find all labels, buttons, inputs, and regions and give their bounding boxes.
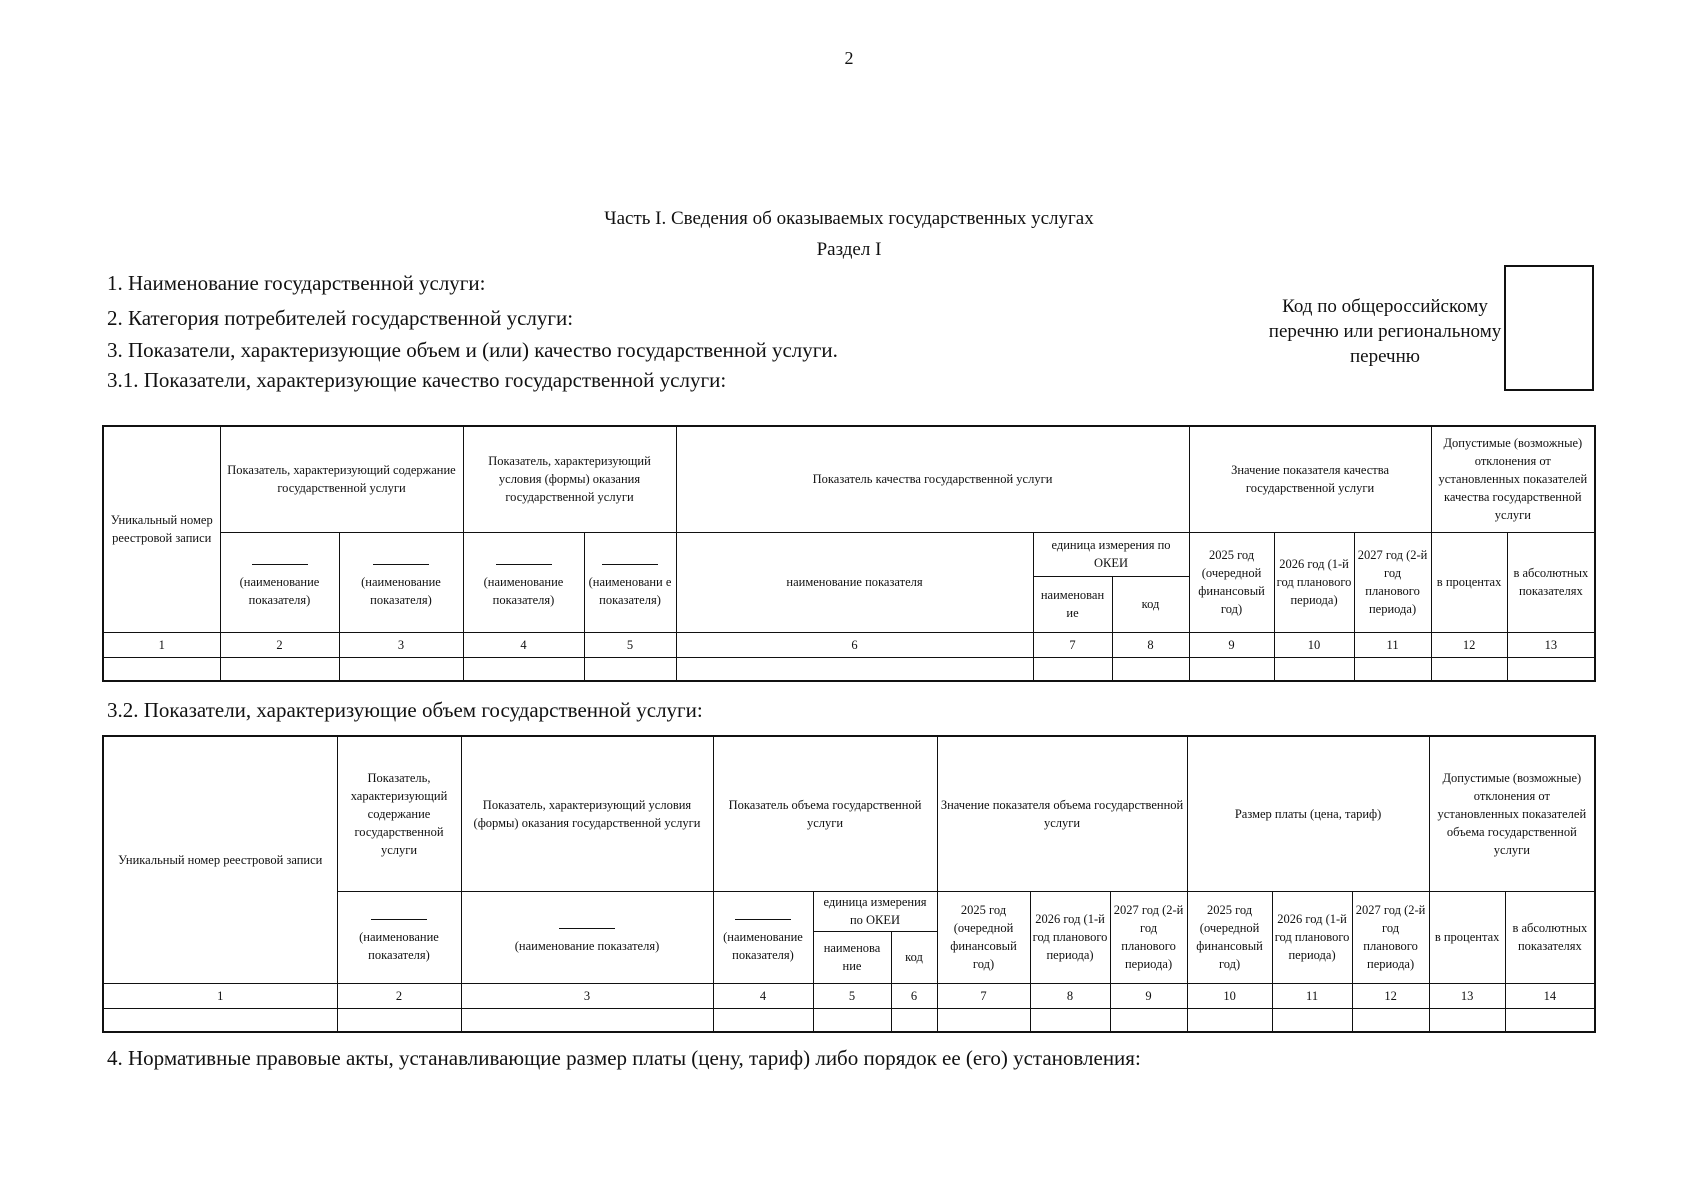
t1-col-number: 6 xyxy=(676,632,1033,657)
t2-volume-name: (наименование показателя) xyxy=(713,891,813,983)
section-title: Раздел I xyxy=(816,239,882,260)
t2-data-cell[interactable] xyxy=(1030,1008,1110,1032)
t2-unit-name-header: наименова ние xyxy=(813,931,891,983)
part-title: Часть I. Сведения об оказываемых государственных услугах xyxy=(604,208,1094,229)
t2-data-cell[interactable] xyxy=(937,1008,1030,1032)
t2-data-cell[interactable] xyxy=(1272,1008,1352,1032)
t2-col-number: 9 xyxy=(1110,983,1187,1008)
t1-data-cell[interactable] xyxy=(1033,657,1112,681)
t1-data-cell[interactable] xyxy=(103,657,220,681)
t1-unit-code-header: код xyxy=(1112,576,1189,632)
t2-conditions-name: (наименование показателя) xyxy=(461,891,713,983)
t2-volume-value-header: Значение показателя объема государственной услуги xyxy=(937,736,1187,891)
t1-col-number: 10 xyxy=(1274,632,1354,657)
t2-volume-indicator-header: Показатель объема государственной услуги xyxy=(713,736,937,891)
t1-data-cell[interactable] xyxy=(1112,657,1189,681)
t1-col-number: 11 xyxy=(1354,632,1431,657)
t2-col-number: 10 xyxy=(1187,983,1272,1008)
t1-unit-okei-header: единица измерения по ОКЕИ xyxy=(1033,532,1189,576)
page-number: 2 xyxy=(844,48,854,68)
t1-data-cell[interactable] xyxy=(584,657,676,681)
item-volume-indicators: 3.2. Показатели, характеризующие объем государственной услуги: xyxy=(107,698,703,722)
t2-col-number: 12 xyxy=(1352,983,1429,1008)
t2-data-cell[interactable] xyxy=(1352,1008,1429,1032)
t2-col-number: 13 xyxy=(1429,983,1505,1008)
t2-data-cell[interactable] xyxy=(891,1008,937,1032)
t1-data-cell[interactable] xyxy=(1274,657,1354,681)
t2-data-cell[interactable] xyxy=(813,1008,891,1032)
t2-data-cell[interactable] xyxy=(1110,1008,1187,1032)
t2-fee-2027-header: 2027 год (2-й год планового периода) xyxy=(1352,891,1429,983)
t1-unique-number-header: Уникальный номер реестровой записи xyxy=(103,426,220,632)
t2-col-number: 8 xyxy=(1030,983,1110,1008)
t1-data-cell[interactable] xyxy=(1354,657,1431,681)
t1-data-cell[interactable] xyxy=(339,657,463,681)
t2-fee-2025-header: 2025 год (очередной финансовый год) xyxy=(1187,891,1272,983)
t2-deviations-header: Допустимые (возможные) отклонения от установленных показателей объема государственной услуги xyxy=(1429,736,1595,891)
t1-data-cell[interactable] xyxy=(220,657,339,681)
t2-fee-header: Размер платы (цена, тариф) xyxy=(1187,736,1429,891)
t1-year-2025-header: 2025 год (очередной финансовый год) xyxy=(1189,532,1274,632)
t2-fee-2026-header: 2026 год (1-й год планового периода) xyxy=(1272,891,1352,983)
t2-absolute-header: в абсолютных показателях xyxy=(1505,891,1595,983)
t1-conditions-name-1: (наименование показателя) xyxy=(463,532,584,632)
t2-data-cell[interactable] xyxy=(461,1008,713,1032)
t1-col-number: 1 xyxy=(103,632,220,657)
t1-col-number: 3 xyxy=(339,632,463,657)
t2-content-indicator-header: Показатель, характеризующий содержание государственной услуги xyxy=(337,736,461,891)
t1-absolute-header: в абсолютных показателях xyxy=(1507,532,1595,632)
code-label: Код по общероссийскому перечню или региональному перечню xyxy=(1268,296,1502,367)
t1-data-cell[interactable] xyxy=(1189,657,1274,681)
t1-quality-value-header: Значение показателя качества государственной услуги xyxy=(1189,426,1431,532)
t1-unit-name-header: наименован ие xyxy=(1033,576,1112,632)
item-consumer-category: 2. Категория потребителей государственной услуги: xyxy=(107,306,574,330)
t1-quality-indicator-header: Показатель качества государственной услуги xyxy=(676,426,1189,532)
t2-data-cell[interactable] xyxy=(713,1008,813,1032)
t2-data-cell[interactable] xyxy=(103,1008,337,1032)
quality-table xyxy=(102,425,1596,682)
t1-data-cell[interactable] xyxy=(676,657,1033,681)
t1-conditions-indicator-header: Показатель, характеризующий условия (формы) оказания государственной услуги xyxy=(463,426,676,532)
volume-table xyxy=(102,735,1596,1033)
t2-col-number: 6 xyxy=(891,983,937,1008)
t2-col-number: 4 xyxy=(713,983,813,1008)
t1-deviations-header: Допустимые (возможные) отклонения от установленных показателей качества государственной услуги xyxy=(1431,426,1595,532)
code-box[interactable] xyxy=(1504,265,1594,391)
t2-col-number: 1 xyxy=(103,983,337,1008)
t2-unit-code-header: код xyxy=(891,931,937,983)
t1-year-2027-header: 2027 год (2-й год планового периода) xyxy=(1354,532,1431,632)
item-service-name: 1. Наименование государственной услуги: xyxy=(107,271,486,295)
item-indicators: 3. Показатели, характеризующие объем и (или) качество государственной услуги. xyxy=(107,338,838,362)
t2-data-cell[interactable] xyxy=(337,1008,461,1032)
t2-data-cell[interactable] xyxy=(1187,1008,1272,1032)
t2-vol-2026-header: 2026 год (1-й год планового периода) xyxy=(1030,891,1110,983)
t1-content-indicator-header: Показатель, характеризующий содержание государственной услуги xyxy=(220,426,463,532)
t1-col-number: 7 xyxy=(1033,632,1112,657)
t1-col-number: 4 xyxy=(463,632,584,657)
t2-vol-2025-header: 2025 год (очередной финансовый год) xyxy=(937,891,1030,983)
t2-conditions-indicator-header: Показатель, характеризующий условия (формы) оказания государственной услуги xyxy=(461,736,713,891)
t1-content-name-2: (наименование показателя) xyxy=(339,532,463,632)
item-legal-acts: 4. Нормативные правовые акты, устанавливающие размер платы (цену, тариф) либо порядок ее (его) установления: xyxy=(107,1046,1141,1070)
t1-col-number: 9 xyxy=(1189,632,1274,657)
t2-data-cell[interactable] xyxy=(1505,1008,1595,1032)
t1-data-cell[interactable] xyxy=(1431,657,1507,681)
t1-data-cell[interactable] xyxy=(1507,657,1595,681)
t1-data-cell[interactable] xyxy=(463,657,584,681)
t2-data-cell[interactable] xyxy=(1429,1008,1505,1032)
t1-col-number: 2 xyxy=(220,632,339,657)
t2-col-number: 7 xyxy=(937,983,1030,1008)
t2-col-number: 11 xyxy=(1272,983,1352,1008)
t1-col-number: 12 xyxy=(1431,632,1507,657)
t2-unit-okei-header: единица измерения по ОКЕИ xyxy=(813,891,937,931)
t1-col-number: 13 xyxy=(1507,632,1595,657)
t1-year-2026-header: 2026 год (1-й год планового периода) xyxy=(1274,532,1354,632)
t1-percent-header: в процентах xyxy=(1431,532,1507,632)
t2-unique-number-header: Уникальный номер реестровой записи xyxy=(103,736,337,983)
t1-col-number: 5 xyxy=(584,632,676,657)
t2-col-number: 14 xyxy=(1505,983,1595,1008)
t1-conditions-name-2: (наименовани е показателя) xyxy=(584,532,676,632)
t1-indicator-name-header: наименование показателя xyxy=(676,532,1033,632)
t2-col-number: 2 xyxy=(337,983,461,1008)
t2-content-name: (наименование показателя) xyxy=(337,891,461,983)
t2-vol-2027-header: 2027 год (2-й год планового периода) xyxy=(1110,891,1187,983)
item-quality-indicators: 3.1. Показатели, характеризующие качество государственной услуги: xyxy=(107,368,727,392)
t2-col-number: 3 xyxy=(461,983,713,1008)
t1-col-number: 8 xyxy=(1112,632,1189,657)
t2-col-number: 5 xyxy=(813,983,891,1008)
t1-content-name-1: (наименование показателя) xyxy=(220,532,339,632)
t2-percent-header: в процентах xyxy=(1429,891,1505,983)
